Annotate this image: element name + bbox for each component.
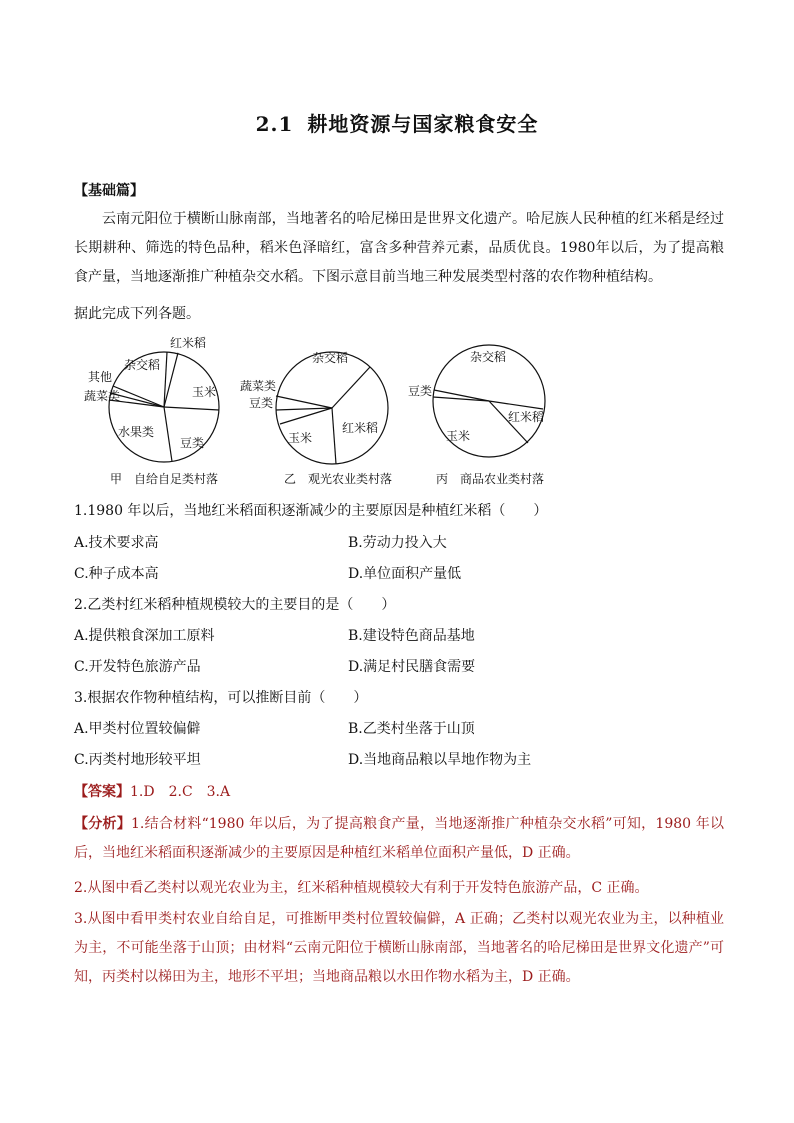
pie-jia-label-shucailei: 蔬菜类: [84, 389, 121, 403]
question-1-option-a[interactable]: A.技术要求高: [74, 535, 159, 551]
instruction-text: 据此完成下列各题。: [74, 306, 200, 322]
analysis-label: 【分析】: [74, 816, 131, 832]
pie-jia-label-yumi: 玉米: [192, 385, 217, 399]
pie-yi-label-shucailei: 蔬菜类: [240, 379, 277, 393]
pie-yi-label-yumi: 玉米: [288, 431, 313, 445]
analysis-item-2: 2.从图中看乙类村以观光农业为主，红米稻种植规模较大有利于开发特色旅游产品，C 正确。: [74, 880, 649, 896]
question-1-option-b[interactable]: B.劳动力投入大: [348, 535, 447, 551]
answer-label: 【答案】: [74, 784, 130, 800]
pie-jia-label-qita: 其他: [88, 370, 113, 384]
question-2-option-d[interactable]: D.满足村民膳食需要: [348, 659, 476, 675]
question-1-stem: 1.1980 年以后，当地红米稻面积逐渐减少的主要原因是种植红米稻（ ）: [74, 503, 548, 519]
answer-text: 1.D 2.C 3.A: [130, 784, 231, 800]
question-3-option-c[interactable]: C.丙类村地形较平坦: [74, 752, 201, 768]
pie-jia-label-hongmidao: 红米稻: [170, 336, 207, 350]
pie-bing-divider: [489, 401, 543, 409]
intro-paragraph: 云南元阳位于横断山脉南部，当地著名的哈尼梯田是世界文化遗产。哈尼族人民种植的红米稻是经过长期耕种、筛选的特色品种，稻米色泽暗红，富含多种营养元素，品质优良。1980年以后，为了提高粮食产量，当地逐渐推广种植杂交水稻。下图示意目前当地三种发展类型村落的农作物种植结构。: [74, 211, 724, 285]
page-title: [0, 108, 794, 137]
pie-yi-divider: [276, 396, 332, 408]
analysis-text-1: 1.结合材料“1980 年以后，为了提高粮食产量，当地逐渐推广种植杂交水稻”可知，1980 年以后，当地红米稻面积逐渐减少的主要原因是种植红米稻单位面积产量低，D 正确。: [74, 816, 725, 861]
question-2-stem: 2.乙类村红米稻种植规模较大的主要目的是（ ）: [74, 597, 396, 613]
pie-yi-divider: [280, 408, 332, 424]
pie-jia-divider: [164, 407, 219, 410]
section-heading: 【基础篇】: [74, 183, 144, 199]
question-3-option-b[interactable]: B.乙类村坐落于山顶: [348, 721, 475, 737]
question-2-option-b[interactable]: B.建设特色商品基地: [348, 628, 475, 644]
question-1-option-d[interactable]: D.单位面积产量低: [348, 566, 462, 582]
question-2-option-a[interactable]: A.提供粮食深加工原料: [74, 628, 215, 644]
pie-jia-divider: [164, 407, 172, 461]
pie-chart-yi: [276, 352, 388, 464]
pie-bing-label-hongmidao: 红米稻: [508, 410, 545, 424]
pie-yi-label-hongmidao: 红米稻: [342, 421, 379, 435]
pie-yi-label-zajiaodao: 杂交稻: [312, 351, 349, 365]
pie-charts-figure: [74, 330, 724, 490]
answer-line: [74, 782, 230, 802]
pie-bing-label-yumi: 玉米: [446, 429, 471, 443]
question-3-option-d[interactable]: D.当地商品粮以旱地作物为主: [348, 752, 532, 768]
question-3-stem: 3.根据农作物种植结构，可以推断目前（ ）: [74, 690, 368, 706]
pie-jia-label-zajiaodao: 杂交稻: [124, 358, 161, 372]
pie-yi-divider: [276, 408, 332, 410]
pie-yi-divider: [332, 367, 370, 408]
pie-jia-label-shuiguolei: 水果类: [118, 425, 155, 439]
pie-jia-title: 甲 自给自足类村落: [110, 472, 219, 486]
pie-jia-label-doulei: 豆类: [180, 436, 205, 450]
analysis-item-3: 3.从图中看甲类村农业自给自足，可推断甲类村位置较偏僻，A 正确；乙类村以观光农业为主，以种植业为主，不可能坐落于山顶；由材料“云南元阳位于横断山脉南部，当地著名的哈尼梯田是世界文化遗产”可知，丙类村以梯田为主，地形不平坦；当地商品粮以水田作物水稻为主，D 正确。: [74, 911, 724, 985]
question-3-option-a[interactable]: A.甲类村位置较偏僻: [74, 721, 201, 737]
question-2-option-c[interactable]: C.开发特色旅游产品: [74, 659, 201, 675]
pie-bing-label-doulei: 豆类: [408, 384, 433, 398]
pie-yi-label-doulei: 豆类: [249, 396, 274, 410]
pie-bing-label-zajiaodao: 杂交稻: [470, 350, 507, 364]
pie-yi-title: 乙 观光农业类村落: [284, 472, 393, 486]
question-1-option-c[interactable]: C.种子成本高: [74, 566, 159, 582]
pie-bing-title: 丙 商品农业类村落: [436, 472, 545, 486]
pie-yi-divider: [332, 408, 336, 464]
analysis-item-1: [74, 810, 724, 868]
title-number: 2.1: [255, 112, 294, 136]
title-text: 耕地资源与国家粮食安全: [307, 112, 539, 136]
